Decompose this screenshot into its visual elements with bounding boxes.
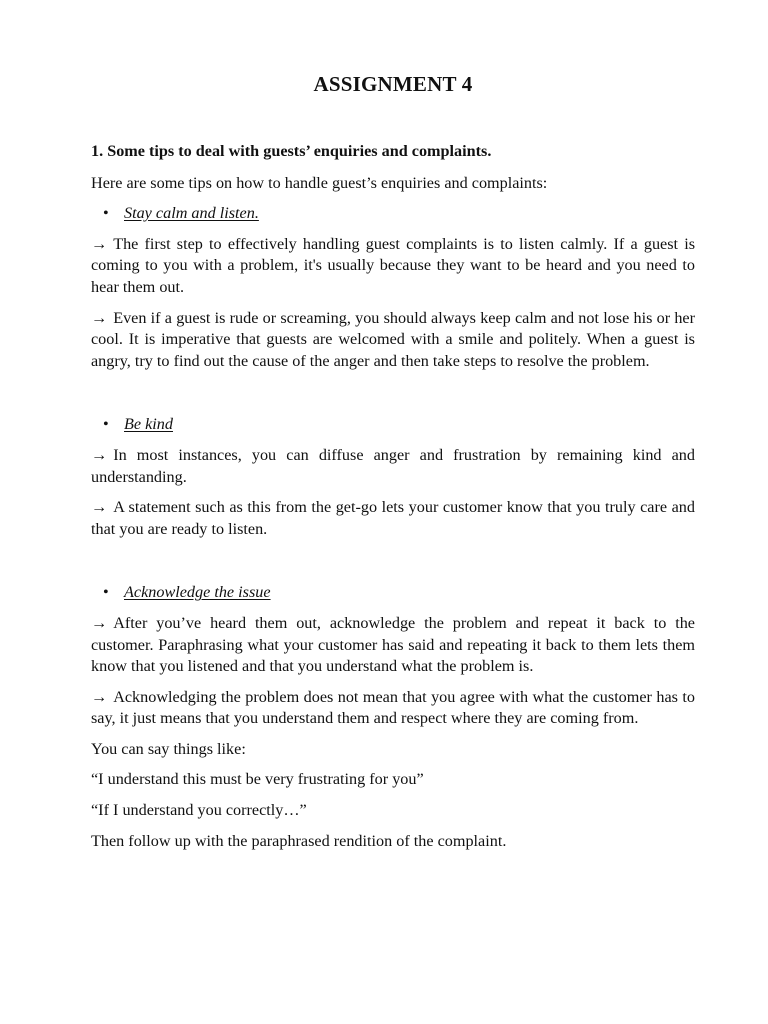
page-title: ASSIGNMENT 4 <box>313 72 473 96</box>
tip-point-text: Acknowledging the problem does not mean that you agree with what the customer has to say, it just means that you understand them and respect where they are coming from. <box>91 687 695 728</box>
tip-point-text: Even if a guest is rude or screaming, you should always keep calm and not lose his or her cool. It is imperative that guests are welcomed with a smile and politely. When a guest is angry, try to find out the cause of the anger and then take steps to resolve the problem. <box>91 308 695 370</box>
arrow-right-icon: → <box>91 687 108 706</box>
tip-point-text: In most instances, you can diffuse anger and frustration by remaining kind and understanding. <box>91 445 695 486</box>
arrow-right-icon: → <box>91 613 108 632</box>
tip-bullet-be-kind <box>91 414 695 436</box>
closing-follow-up: Then follow up with the paraphrased rendition of the complaint. <box>91 831 507 850</box>
closing-lead: You can say things like: <box>91 739 246 758</box>
tip-label: Be kind <box>124 415 173 434</box>
tip-point <box>91 613 695 678</box>
section-heading: 1. Some tips to deal with guests’ enquiries and complaints. <box>91 142 492 160</box>
tip-label: Stay calm and listen. <box>124 204 259 223</box>
tip-point-text: A statement such as this from the get-go lets your customer know that you truly care and that you are ready to listen. <box>91 498 695 538</box>
intro-paragraph: Here are some tips on how to handle guest’s enquiries and complaints: <box>91 173 548 192</box>
example-quote: “If I understand you correctly…” <box>91 801 307 820</box>
tip-point <box>91 308 695 373</box>
arrow-right-icon: → <box>91 498 108 517</box>
tip-point <box>91 234 695 299</box>
arrow-right-icon: → <box>91 234 108 253</box>
tip-bullet-stay-calm <box>91 203 695 225</box>
tip-bullet-acknowledge <box>91 582 695 604</box>
bullet-icon: • <box>103 415 109 434</box>
spacer <box>91 549 695 582</box>
tip-point <box>91 687 695 730</box>
bullet-icon: • <box>103 204 109 223</box>
tip-point-text: After you’ve heard them out, acknowledge the problem and repeat it back to the customer. Paraphrasing what your customer has said and repeating it back to them lets them know that you listened and that you understand what the problem is. <box>91 613 695 676</box>
tip-point <box>91 445 695 488</box>
tip-point-text: The first step to effectively handling guest complaints is to listen calmly. If a guest is coming to you with a problem, it's usually because they want to be heard and you need to hear them out. <box>91 234 695 296</box>
arrow-right-icon: → <box>91 308 108 327</box>
spacer <box>91 381 695 414</box>
arrow-right-icon: → <box>91 445 108 464</box>
tip-point <box>91 497 695 540</box>
bullet-icon: • <box>103 583 109 602</box>
document-body <box>91 70 695 861</box>
tip-label: Acknowledge the issue <box>124 583 271 602</box>
example-quote: “I understand this must be very frustrating for you” <box>91 770 424 789</box>
